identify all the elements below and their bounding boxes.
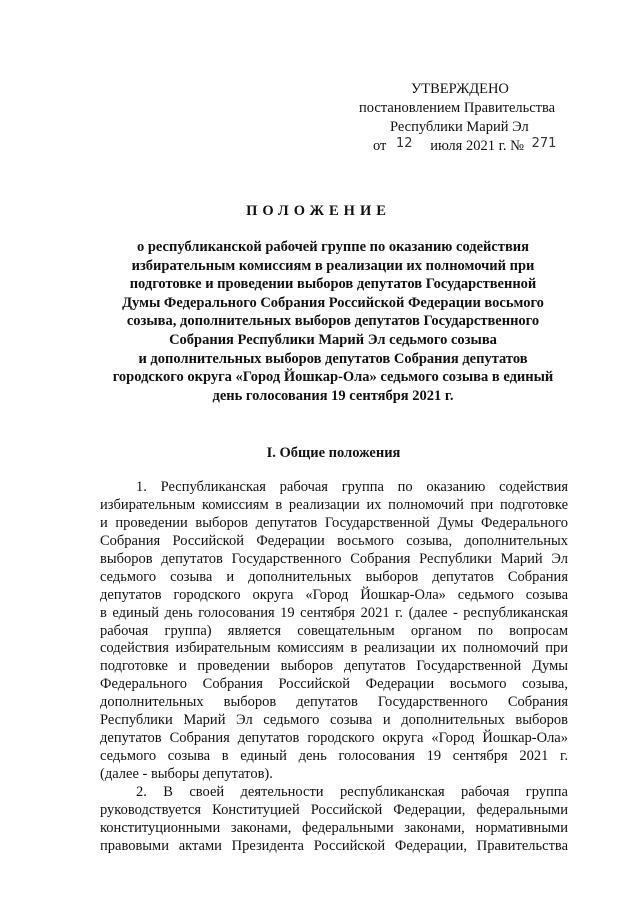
approval-region: Республики Марий Эл bbox=[390, 119, 529, 135]
paragraph-line: Республики Марий Эл седьмого созыва и дополнительных выборов bbox=[100, 712, 568, 729]
paragraph-line: седьмого созыва в единый день голосования 19 сентября 2021 г. bbox=[100, 748, 568, 765]
paragraph-line: Федерального Собрания Российской Федерации восьмого созыва, bbox=[100, 676, 568, 693]
paragraph-line: (далее - выборы депутатов). bbox=[100, 766, 273, 782]
approval-day-handwritten: 12 bbox=[396, 136, 413, 151]
subject-line: о республиканской рабочей группе по оказанию содействия bbox=[136, 239, 529, 255]
subject-line: подготовке и проведении выборов депутатов Государственной bbox=[129, 276, 537, 293]
paragraph-line: конституционными законами, федеральными законами, нормативными bbox=[100, 819, 568, 836]
paragraph-line: дополнительных выборов депутатов Государственного Собрания bbox=[100, 694, 568, 711]
paragraph-line: правовыми актами Президента Российской Федерации, Правительства bbox=[100, 837, 568, 854]
paragraph-line: руководствуется Конституцией Российской Федерации, федеральными bbox=[100, 801, 568, 818]
approval-stamp bbox=[340, 80, 580, 156]
paragraph-line: подготовке и проведении выборов депутатов Государственной Думы bbox=[100, 658, 568, 675]
paragraph-line: депутатов Собрания депутатов городского округа «Город Йошкар-Ола» bbox=[100, 730, 568, 747]
subject-line: день голосования 19 сентября 2021 г. bbox=[212, 387, 454, 404]
paragraph-line: седьмого созыва и дополнительных выборов депутатов Собрания bbox=[100, 568, 568, 585]
paragraph-1 bbox=[100, 479, 568, 784]
approval-authority: постановлением Правительства bbox=[359, 100, 556, 116]
subject-line: Думы Федерального Собрания Российской Федерации восьмого bbox=[122, 294, 544, 311]
paragraph-line: и проведении выборов депутатов Государственной Думы Федерального bbox=[100, 514, 568, 531]
paragraph-line: 2. В своей деятельности республиканская рабочая группа bbox=[136, 783, 568, 800]
paragraph-line: депутатов городского округа «Город Йошкар-Ола» седьмого созыва bbox=[100, 586, 568, 603]
paragraph-line: выборов депутатов Государственного Собрания Республики Марий Эл bbox=[100, 550, 568, 567]
subject-line: городского округа «Город Йошкар-Ола» седьмого созыва в единый bbox=[112, 369, 554, 386]
paragraph-2 bbox=[100, 784, 568, 856]
paragraph-line: в единый день голосования 19 сентября 2021 г. (далее - республиканская bbox=[100, 604, 568, 621]
document-title: ПОЛОЖЕНИЕ bbox=[246, 203, 391, 219]
approval-date-prefix: от bbox=[373, 138, 387, 154]
subject-line: и дополнительных выборов депутатов Собрания депутатов bbox=[138, 350, 528, 367]
approval-date-line bbox=[340, 137, 580, 156]
paragraph-line: избирательным комиссиям в реализации их полномочий при подготовке bbox=[100, 496, 568, 513]
subject-line: избирательным комиссиям в реализации их полномочий при bbox=[131, 257, 535, 274]
document-subject bbox=[100, 238, 566, 405]
section-heading: I. Общие положения bbox=[266, 445, 401, 461]
paragraph-line: содействия избирательным комиссиям в реализации их полномочий при bbox=[100, 640, 568, 657]
paragraph-line: Собрания Российской Федерации восьмого созыва, дополнительных bbox=[100, 532, 568, 549]
section-body bbox=[100, 479, 568, 856]
subject-line: созыва, дополнительных выборов депутатов Государственного bbox=[126, 313, 540, 330]
approval-number-handwritten: 271 bbox=[531, 136, 557, 151]
approval-date-middle: июля 2021 г. № bbox=[430, 138, 524, 154]
subject-line: Собрания Республики Марий Эл седьмого созыва bbox=[169, 331, 497, 348]
approval-heading: УТВЕРЖДЕНО bbox=[411, 81, 509, 97]
paragraph-line: рабочая группа) является совещательным органом по вопросам bbox=[100, 622, 568, 639]
paragraph-line: 1. Республиканская рабочая группа по оказанию содействия bbox=[136, 479, 568, 495]
